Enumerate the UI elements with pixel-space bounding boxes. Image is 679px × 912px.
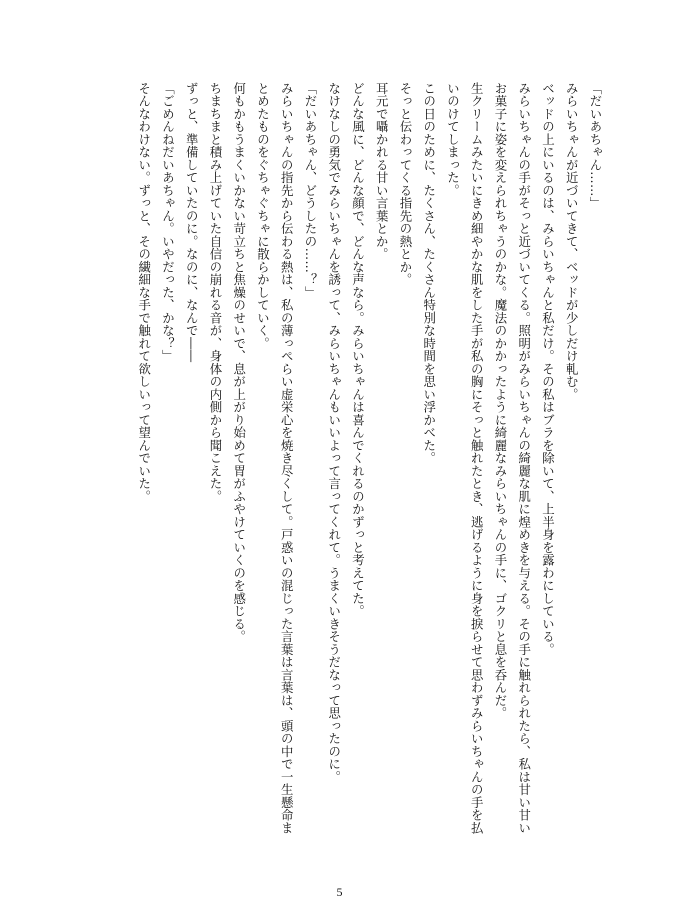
text-line: なけなしの勇気でみらいちゃんを誘って、みらいちゃんもいいよって言ってくれて。うまくいきそうだなって思ったのに。 (326, 82, 342, 784)
text-line: この日のために、たくさん、たくさん特別な時間を思い浮かべた。 (421, 82, 437, 465)
text-line: そっと伝わってくる指先の熱とか。 (398, 82, 413, 286)
vertical-text-body (77, 82, 607, 862)
text-line: 何もかもうまくいかない苛立ちと焦燥のせいで、息が上がり始めて胃がふやけていくのを感じる。 (231, 82, 247, 643)
text-line: みらいちゃんの指先から伝わる熱は、私の薄っぺらい虚栄心を焼き尽くして。戸惑いの混じった言葉は言葉は、頭の中で一生懸命ま (279, 82, 295, 835)
text-line: 「ごめんねだいあちゃん。いやだった、かな？」 (160, 82, 176, 363)
text-line: お菓子に姿を変えられちゃうのかな。魔法のかかったように綺麗なみらいちゃんの手に、ゴクリと息を呑んだ。 (493, 82, 508, 720)
text-line: ちまちまと積み上げていた自信の崩れる音が、身体の内側から聞こえた。 (208, 82, 223, 503)
text-line: そんなわけない。ずっと、その繊細な手で触れて欲しいって望んでいた。 (136, 82, 152, 503)
text-line: とめたものをぐちゃぐちゃに散らかしていく。 (255, 82, 271, 350)
text-line: 耳元で囁かれる甘い言葉とか。 (374, 82, 390, 261)
text-line: ずっと、準備していたのに。なのに、なんで―― (184, 82, 200, 363)
page-number: 5 (336, 885, 343, 899)
text-line: 「だいあちゃん……」 (588, 82, 603, 210)
text-line: いのけてしまった。 (445, 82, 461, 197)
text-line: 生クリームみたいにきめ細やかな肌をした手が私の胸にそっと触れたとき、逃げるように身を捩らせて思わずみらいちゃんの手を払 (469, 82, 485, 835)
text-line: ベッドの上にいるのは、みらいちゃんと私だけ。その私はブラを除いて、上半身を露わにしている。 (540, 82, 556, 656)
text-line: みらいちゃんが近づいてきて、ベッドが少しだけ軋む。 (564, 82, 580, 401)
text-line: 「だいあちゃん、どうしたの……？」 (303, 82, 318, 299)
text-line: みらいちゃんの手がそっと近づいてくる。照明がみらいちゃんの綺麗な肌に煌めきを与える。その手に触れられたら、私は甘い甘い (516, 82, 532, 835)
text-line: どんな風に、どんな顔で、どんな声なら。みらいちゃんは喜んでくれるのかずっと考えてた。 (350, 82, 366, 618)
